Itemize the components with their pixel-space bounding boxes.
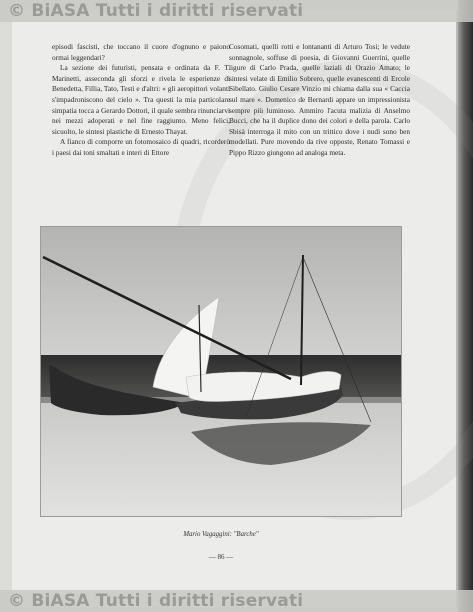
paragraph: Cosomati, quelli rotti e lontananti di Arturo Tosi; le vedute sonnagnole, soffuse di poesia, di Giovanni Guerrini, quelle ligure di Carlo Prada, quelle laziali di Orazio Amato; le sintesi velate di Emilio Sobrero, quelle evanescenti di Ercole Sibellato. Giulio Cesare Vinzio mi chiama dalla sua « Caccia sul mare ». Domenico de Bernardi appare un impressionista sempre più luminoso. Ammiro l'acuta malizia di Anselmo Bucci, che ha il duplice dono dei colori e della parola. Carlo Sbisà interroga il mito con un trittico dove i nudi sono ben modellati. Pure movendo da rive opposte, Renato Tomassi e Pippo Rizzo giungono ad analoga meta.	[229, 42, 410, 157]
sky	[41, 227, 402, 355]
beach	[41, 403, 402, 517]
article-left-column	[52, 42, 230, 159]
watermark-bottom: © BiASA Tutti i diritti riservati	[0, 590, 473, 612]
page-edge-shadow	[458, 0, 473, 612]
paragraph: La sezione dei futuristi, pensata e ordinata da F. T. Marinetti, asseconda gli sforzi e rivela le esperienze di Benedetta, Fillia, Tato, Testi e d'altri: « gli aeropittori volanti s'impadroniscono del cielo ». Tra questi la mia particolare simpatia tocca a Gerardo Dottori, il quale sembra rinunciarvi nei mezzi adoperati e nel fine raggiunto. Meno felici, sicuolto, le sintesi plastiche di Ernesto Thayat.	[52, 63, 230, 136]
painting-barche	[41, 227, 402, 517]
page-number: — 86 —	[208, 553, 234, 561]
watermark-top: © BiASA Tutti i diritti riservati	[0, 0, 473, 22]
figure-caption: Mario Vagaggini: "Barche"	[183, 531, 259, 538]
article-right-column	[229, 42, 410, 159]
painting-reproduction	[40, 226, 402, 517]
paragraph: A fianco di comporre un fotomosaico di quadri, ricorderò i paesi dai toni smaltati e interi di Ettore	[52, 137, 230, 157]
paragraph: episodi fascisti, che toccano il cuore d'ognuno e paiono ormai leggendari?	[52, 42, 230, 62]
